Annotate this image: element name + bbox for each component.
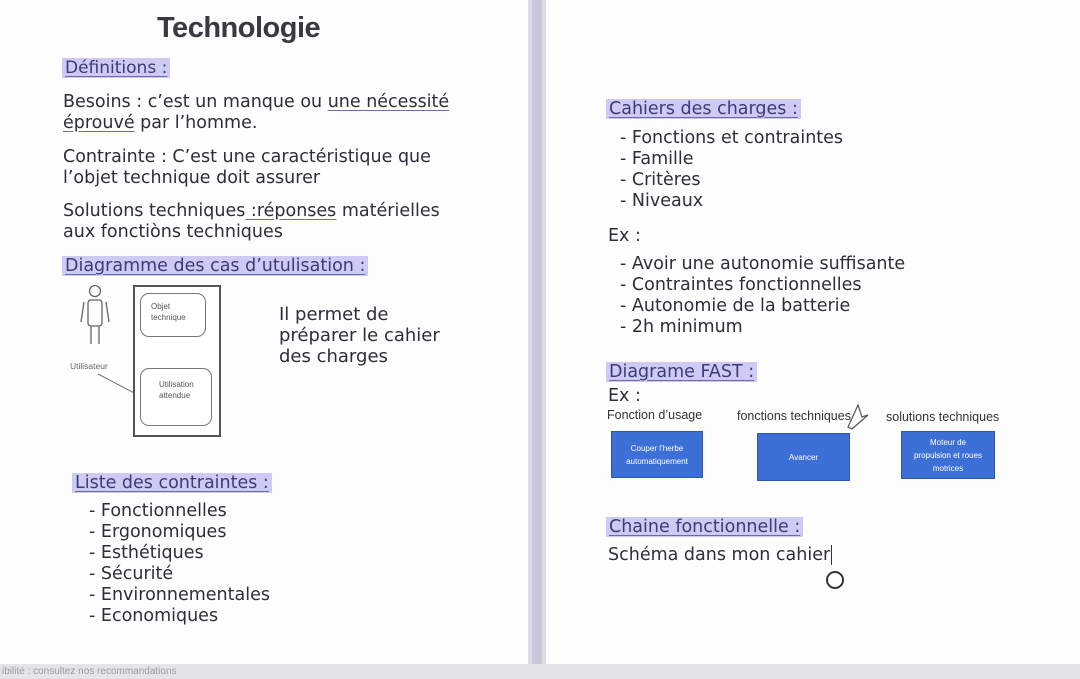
list-item: - Environnementales	[89, 585, 270, 606]
list-item: - Economiques	[89, 606, 270, 627]
system-boundary	[133, 285, 221, 437]
fast-col-usage: Fonction d’usage	[607, 408, 703, 422]
fast-col-techniques: fonctions techniques	[737, 409, 851, 423]
fast-col-solutions: solutions techniques	[886, 410, 1000, 424]
use-case-description: Il permet de préparer le cahier des charges	[279, 304, 440, 367]
use-case-heading: Diagramme des cas d’utulisation :	[62, 256, 368, 276]
list-item: - 2h minimum	[620, 317, 905, 338]
page-gutter	[528, 0, 546, 664]
mouse-pointer-icon	[846, 403, 870, 433]
use-case-utilisation: Utilisation attendue	[140, 368, 212, 426]
list-item: - Fonctionnelles	[89, 501, 270, 522]
cahier-list	[620, 128, 843, 212]
left-page	[0, 0, 528, 664]
list-item: - Avoir une autonomie suffisante	[620, 254, 905, 275]
definition-solutions: Solutions techniques :réponses matérielles aux fonctiòns techniques	[63, 201, 440, 242]
cahier-heading: Cahiers des charges :	[606, 99, 801, 119]
list-item: - Fonctions et contraintes	[620, 128, 843, 149]
cahier-ex-label: Ex :	[608, 226, 641, 246]
list-item: - Contraintes fonctionnelles	[620, 275, 905, 296]
fast-box-usage: Couper l’herbe automatiquement	[611, 431, 703, 478]
footer-text[interactable]: ibilité : consultez nos recommandations	[2, 666, 177, 677]
list-item: - Autonomie de la batterie	[620, 296, 905, 317]
list-item: - Niveaux	[620, 191, 843, 212]
chaine-text: Schéma dans mon cahier	[608, 545, 831, 565]
list-item: - Sécurité	[89, 564, 270, 585]
definition-besoins: Besoins : c’est un manque ou une nécessité éprouvé par l’homme.	[63, 92, 450, 133]
list-item: - Ergonomiques	[89, 522, 270, 543]
fast-heading: Diagrame FAST :	[606, 362, 757, 382]
constraints-heading: Liste des contraintes :	[72, 473, 272, 493]
fast-ex-label: Ex :	[608, 386, 641, 406]
constraints-list	[89, 501, 270, 627]
list-item: - Esthétiques	[89, 543, 270, 564]
fast-box-technique: Avancer	[757, 433, 850, 481]
definitions-heading: Définitions :	[62, 58, 170, 78]
footer-strip	[0, 664, 1080, 679]
page-title: Technologie	[157, 12, 321, 44]
stylus-cursor-icon	[826, 571, 844, 589]
list-item: - Famille	[620, 149, 843, 170]
definition-contrainte: Contrainte : C’est une caractéristique que l’objet technique doit assurer	[63, 147, 431, 188]
right-page	[546, 0, 1080, 664]
use-case-objet: Objet technique	[140, 293, 206, 337]
actor-label: Utilisateur	[70, 361, 108, 371]
fast-box-solution: Moteur de propulsion et roues motrices	[901, 431, 995, 479]
cahier-ex-list	[620, 254, 905, 338]
chaine-heading: Chaine fonctionnelle :	[606, 517, 803, 537]
list-item: - Critères	[620, 170, 843, 191]
